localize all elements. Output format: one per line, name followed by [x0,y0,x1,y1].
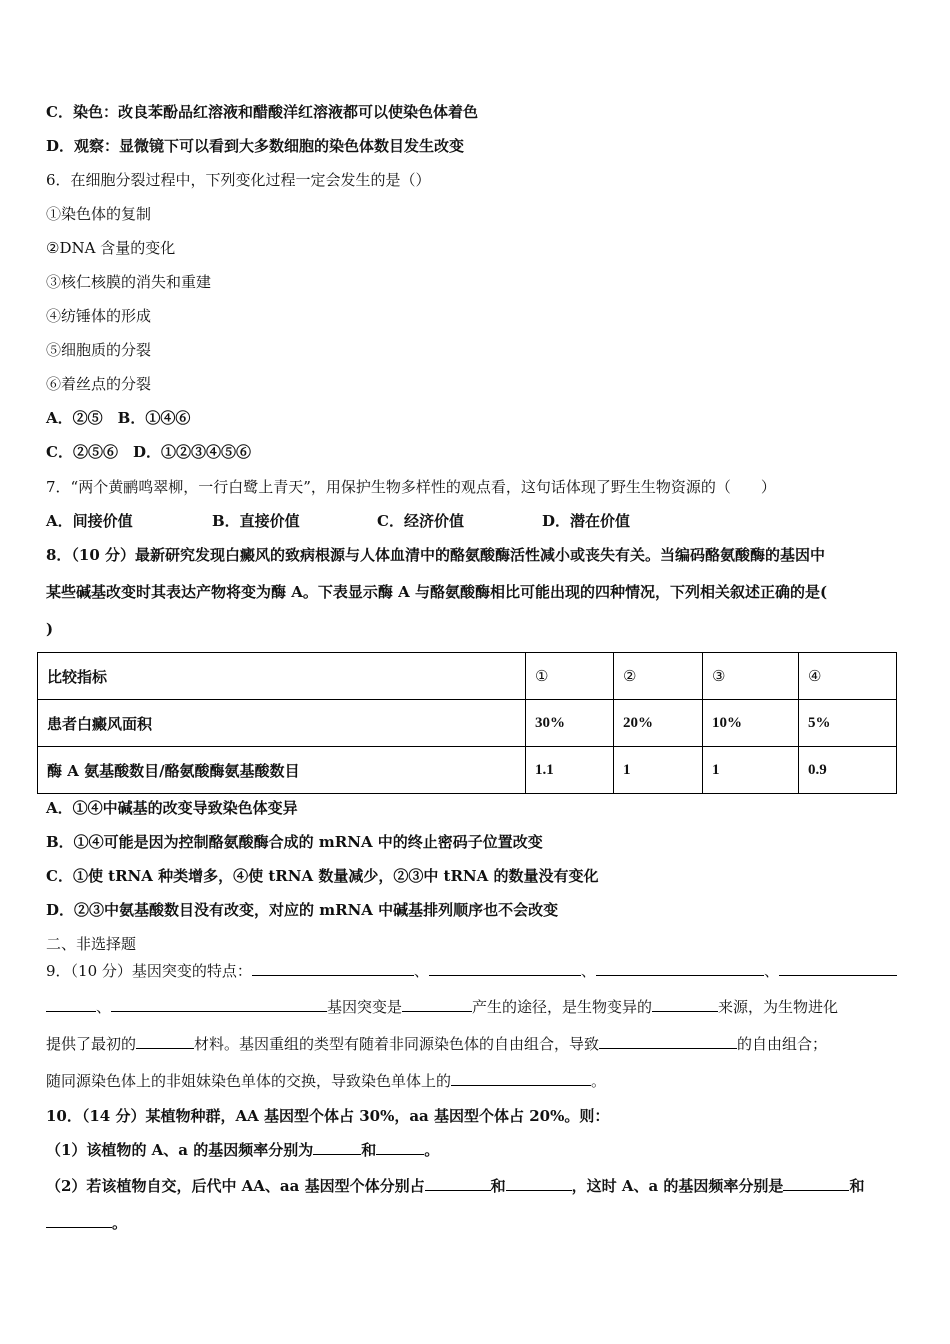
q8-option-a: A．①④中碱基的改变导致染色体变异 [46,799,298,817]
table-row-label: 患者白癜风面积 [38,700,526,747]
q7-option-a: A．间接价值 [46,512,133,530]
q6-options-ab: A．②⑤ B．①④⑥ [46,409,191,427]
answer-blank[interactable] [252,961,414,976]
q10-text: （2）若该植物自交，后代中 AA、aa 基因型个体分别占 [46,1177,425,1195]
table-cell: 1 [703,747,799,794]
q9-line3 [46,1034,827,1054]
q9-text: 的自由组合； [737,1035,828,1053]
q9-line1 [46,961,897,981]
q7-option-c: C．经济价值 [377,512,464,530]
q7-option-d: D．潜在价值 [542,512,631,530]
q8-stem-line1: 8．（10 分）最新研究发现白癜风的致病根源与人体血清中的酪氨酸酶活性减小或丧失有关。当编码酪氨酸酶的基因中 [46,546,826,564]
answer-blank[interactable] [46,1213,112,1228]
q6-options-cd: C．②⑤⑥ D．①②③④⑤⑥ [46,443,251,461]
q9-text: 随同源染色体上的非姐妹染色单体的交换，导致染色单体上的 [46,1072,452,1090]
table-header-cell: ① [526,653,614,700]
answer-blank[interactable] [506,1176,572,1191]
q10-sub2-cont [46,1213,127,1233]
table-cell: 1 [614,747,703,794]
separator: 、 [580,962,596,980]
q10-text: ，这时 A、a 的基因频率分别是 [571,1177,784,1195]
q8-stem-line3: ) [46,620,54,638]
q9-text: 提供了最初的 [46,1035,137,1053]
q7-stem: 7．“两个黄鹂鸣翠柳，一行白鹭上青天”，用保护生物多样性的观点看，这句话体现了野生生物资源的（ ） [46,478,776,496]
q9-line2 [46,997,838,1017]
table-row [38,747,897,794]
q9-text: 基因突变是 [327,998,403,1016]
q9-text: 来源，为生物进化 [718,998,839,1016]
q6-item-1: ①染色体的复制 [46,205,152,223]
q6-item-6: ⑥着丝点的分裂 [46,375,152,393]
q6-item-2: ②DNA 含量的变化 [46,239,176,257]
q10-sub1 [46,1140,439,1160]
q8-option-d: D．②③中氨基酸数目没有改变，对应的 mRNA 中碱基排列顺序也不会改变 [46,901,559,919]
answer-blank[interactable] [779,961,897,976]
answer-blank[interactable] [652,997,718,1012]
answer-blank[interactable] [402,997,472,1012]
answer-blank[interactable] [111,997,327,1012]
table-header-cell: ④ [799,653,897,700]
separator: 、 [763,962,779,980]
table-cell: 20% [614,700,703,747]
table-cell: 30% [526,700,614,747]
answer-blank[interactable] [376,1140,424,1155]
q10-text: （1）该植物的 A、a 的基因频率分别为 [46,1141,314,1159]
table-header-row [38,653,897,700]
q10-text: 。 [112,1214,128,1232]
q8-stem-line2: 某些碱基改变时其表达产物将变为酶 A。下表显示酶 A 与酪氨酸酶相比可能出现的四种情况，下列相关叙述正确的是( [46,583,828,601]
answer-blank[interactable] [313,1140,361,1155]
table-cell: 0.9 [799,747,897,794]
q8-option-c: C．①使 tRNA 种类增多，④使 tRNA 数量减少，②③中 tRNA 的数量没有变化 [46,867,599,885]
q5-option-d: D．观察：显微镜下可以看到大多数细胞的染色体数目发生改变 [46,137,465,155]
answer-blank[interactable] [451,1071,591,1086]
section-title: 二、非选择题 [46,935,137,953]
q10-text: 和 [490,1177,506,1195]
table-header-cell: ③ [703,653,799,700]
q9-stem: 9．（10 分）基因突变的特点： [46,962,252,980]
table-header-cell: 比较指标 [38,653,526,700]
answer-blank[interactable] [425,1176,491,1191]
table-row-label: 酶 A 氨基酸数目/酪氨酸酶氨基酸数目 [38,747,526,794]
table-cell: 10% [703,700,799,747]
q10-text: 。 [424,1141,440,1159]
table-header-cell: ② [614,653,703,700]
q9-text: 。 [591,1072,607,1090]
q6-item-4: ④纺锤体的形成 [46,307,152,325]
answer-blank[interactable] [46,997,96,1012]
table-cell: 5% [799,700,897,747]
q10-stem: 10．（14 分）某植物种群，AA 基因型个体占 30%，aa 基因型个体占 20%。则： [46,1107,610,1125]
q10-text: 和 [361,1141,377,1159]
answer-blank[interactable] [599,1034,737,1049]
table-cell: 1.1 [526,747,614,794]
comparison-table [37,652,897,794]
q9-text: 产生的途径，是生物变异的 [472,998,653,1016]
q9-text: 材料。基因重组的类型有随着非同源染色体的自由组合，导致 [194,1035,600,1053]
q6-stem: 6．在细胞分裂过程中，下列变化过程一定会发生的是（） [46,171,431,189]
q6-item-3: ③核仁核膜的消失和重建 [46,273,212,291]
answer-blank[interactable] [596,961,764,976]
q10-sub2 [46,1176,864,1196]
answer-blank[interactable] [783,1176,849,1191]
q6-item-5: ⑤细胞质的分裂 [46,341,152,359]
answer-blank[interactable] [429,961,581,976]
separator: 、 [96,998,112,1016]
answer-blank[interactable] [136,1034,194,1049]
q8-option-b: B．①④可能是因为控制酪氨酸酶合成的 mRNA 中的终止密码子位置改变 [46,833,543,851]
separator: 、 [413,962,429,980]
q9-line4 [46,1071,606,1091]
q5-option-c: C．染色：改良苯酚品红溶液和醋酸洋红溶液都可以使染色体着色 [46,103,478,121]
q7-option-b: B．直接价值 [212,512,300,530]
table-row [38,700,897,747]
q10-text: 和 [849,1177,865,1195]
